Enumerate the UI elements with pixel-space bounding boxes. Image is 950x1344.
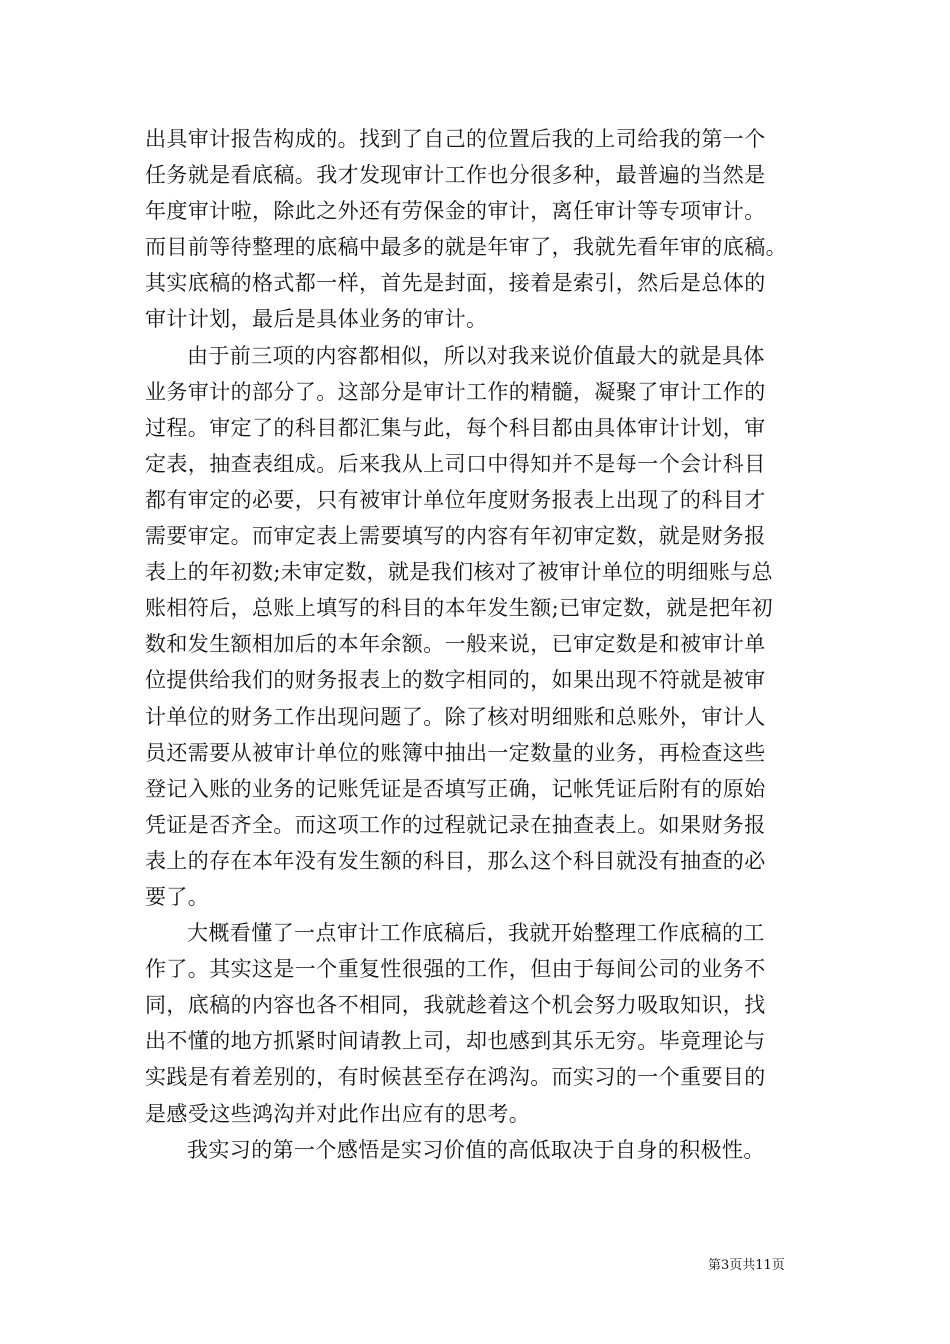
text-line: 是感受这些鸿沟并对此作出应有的思考。 [145, 1101, 531, 1126]
text-line: 我实习的第一个感悟是实习价值的高低取决于自身的积极性。 [187, 1137, 765, 1162]
text-line: 同，底稿的内容也各不相同，我就趁着这个机会努力吸取知识，找 [145, 993, 766, 1018]
text-line: 账相符后，总账上填写的科目的本年发生额;已审定数，就是把年初 [145, 596, 774, 621]
page-number: 第3页共11页 [708, 1258, 785, 1273]
text-line: 凭证是否齐全。而这项工作的过程就记录在抽查表上。如果财务报 [145, 812, 766, 837]
paragraph-4 [145, 1132, 815, 1168]
text-line: 出不懂的地方抓紧时间请教上司，却也感到其乐无穷。毕竟理论与 [145, 1029, 766, 1054]
paragraph-1 [145, 121, 815, 338]
text-line: 表上的存在本年没有发生额的科目，那么这个科目就没有抽查的必 [145, 848, 766, 873]
text-line: 表上的年初数;未审定数，就是我们核对了被审计单位的明细账与总 [145, 560, 774, 585]
text-line: 要了。 [145, 884, 210, 909]
text-line: 大概看懂了一点审计工作底稿后，我就开始整理工作底稿的工 [187, 921, 765, 946]
text-line: 员还需要从被审计单位的账簿中抽出一定数量的业务，再检查这些 [145, 740, 766, 765]
text-line: 过程。审定了的科目都汇集与此，每个科目都由具体审计计划，审 [145, 415, 766, 440]
text-line: 需要审定。而审定表上需要填写的内容有年初审定数，就是财务报 [145, 524, 766, 549]
paragraph-2 [145, 338, 815, 916]
text-line: 登记入账的业务的记账凭证是否填写正确，记帐凭证后附有的原始 [145, 776, 766, 801]
text-line: 实践是有着差别的，有时候甚至存在鸿沟。而实习的一个重要目的 [145, 1065, 766, 1090]
text-line: 任务就是看底稿。我才发现审计工作也分很多种，最普遍的当然是 [145, 163, 766, 188]
text-line: 都有审定的必要，只有被审计单位年度财务报表上出现了的科目才 [145, 487, 766, 512]
text-line: 计单位的财务工作出现问题了。除了核对明细账和总账外，审计人 [145, 704, 766, 729]
text-line: 审计计划，最后是具体业务的审计。 [145, 307, 488, 332]
text-line: 出具审计报告构成的。找到了自己的位置后我的上司给我的第一个 [145, 127, 766, 151]
text-line: 定表，抽查表组成。后来我从上司口中得知并不是每一个会计科目 [145, 451, 766, 476]
paragraph-3 [145, 915, 815, 1132]
text-line: 而目前等待整理的底稿中最多的就是年审了，我就先看年审的底稿。 [145, 235, 787, 260]
text-line: 业务审计的部分了。这部分是审计工作的精髓，凝聚了审计工作的 [145, 379, 766, 404]
text-line: 作了。其实这是一个重复性很强的工作，但由于每间公司的业务不 [145, 957, 766, 982]
body-text [145, 121, 815, 1168]
text-line: 年度审计啦，除此之外还有劳保金的审计，离任审计等专项审计。 [145, 199, 766, 224]
text-line: 数和发生额相加后的本年余额。一般来说，已审定数是和被审计单 [145, 632, 766, 657]
text-line: 位提供给我们的财务报表上的数字相同的，如果出现不符就是被审 [145, 668, 766, 693]
text-line: 由于前三项的内容都相似，所以对我来说价值最大的就是具体 [187, 343, 765, 368]
text-line: 其实底稿的格式都一样，首先是封面，接着是索引，然后是总体的 [145, 271, 766, 296]
